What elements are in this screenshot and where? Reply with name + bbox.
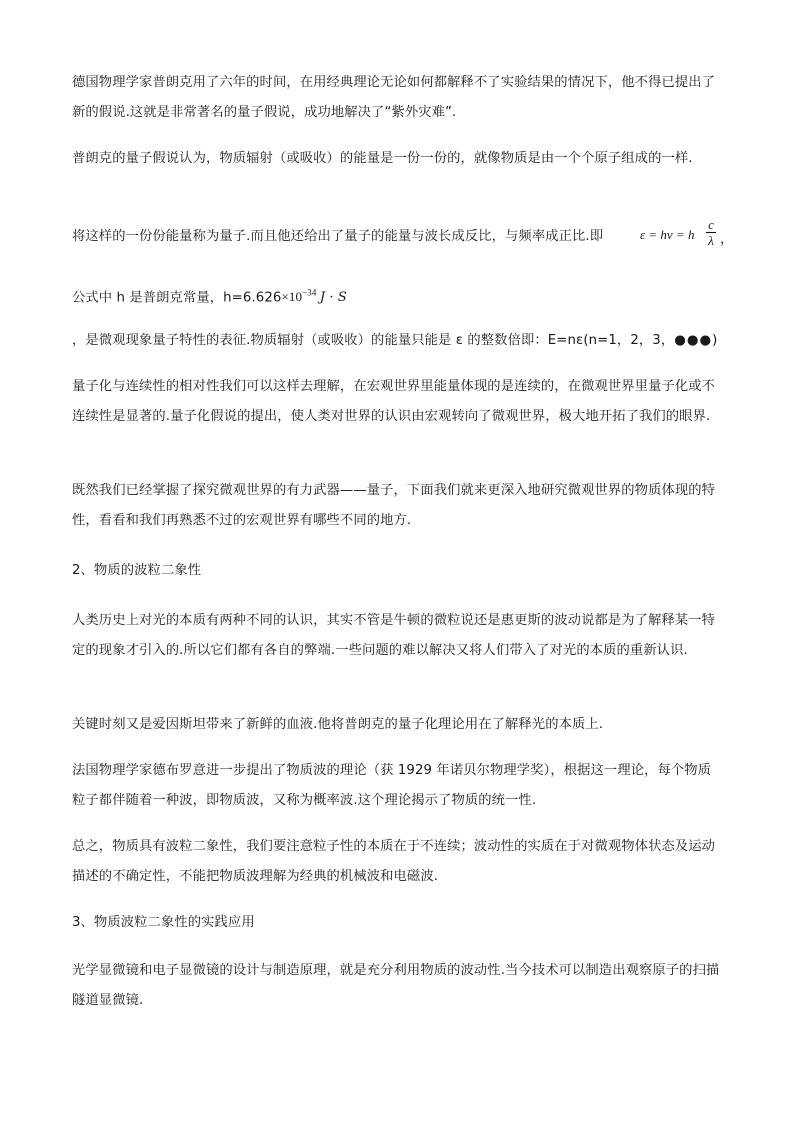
paragraph-micro-world: 既然我们已经掌握了探究微观世界的有力武器——量子，下面我们就来更深入地研究微观世界的物质体现的特性，看看和我们再熟悉不过的宏观世界有哪些不同的地方. bbox=[72, 483, 716, 528]
paragraph-quantum-definition: 将这样的一份份能量称为量子.而且他还给出了量子的能量与波长成反比，与频率成正比.即 bbox=[72, 229, 604, 244]
energy-formula bbox=[638, 214, 734, 258]
formula-denominator: λ bbox=[708, 233, 714, 248]
formula-trailing: ， bbox=[720, 232, 734, 247]
paragraph-planck-constant bbox=[72, 278, 724, 313]
planck-value bbox=[281, 289, 346, 304]
planck-prefix: 公式中 h 是普朗克常量，h=6.626 bbox=[72, 290, 282, 306]
paragraph-summary: 总之，物质具有波粒二象性，我们要注意粒子性的本质在于不连续；波动性的实质在于对微观物体状态及运动描述的不确定性，不能把物质波理解为经典的机械波和电磁波. bbox=[72, 839, 716, 884]
paragraph-einstein: 关键时刻又是爱因斯坦带来了新鲜的血液.他将普朗克的量子化理论用在了解释光的本质上. bbox=[72, 717, 604, 732]
planck-exponent: −34 bbox=[302, 288, 317, 298]
heading-practical-application: 3、物质波粒二象性的实践应用 bbox=[72, 915, 255, 930]
energy-integer-close: ) bbox=[712, 333, 718, 348]
paragraph-energy-integer bbox=[72, 326, 724, 356]
formula-lhs: ε = hν = h bbox=[640, 227, 695, 242]
formula-fraction bbox=[706, 218, 716, 248]
planck-base: 10 bbox=[288, 289, 303, 305]
paragraph-microscopes: 光学显微镜和电子显微镜的设计与制造原理，就是充分利用物质的波动性.当今技术可以制造出观察原子的扫描隧道显微镜. bbox=[72, 963, 720, 1008]
formula-numerator: c bbox=[708, 217, 714, 232]
paragraph-light-nature: 人类历史上对光的本质有两种不同的认识，其实不管是牛顿的微粒说还是惠更斯的波动说都是为了解释某一特定的现象才引入的.所以它们都有各自的弊端.一些问题的难以解决又将人们带入了对光的本质的重新认识. bbox=[72, 613, 716, 658]
planck-unit: J · S bbox=[319, 290, 347, 306]
times-sign: × bbox=[281, 289, 289, 305]
paragraph-de-broglie: 法国物理学家德布罗意进一步提出了物质波的理论（获 1929 年诺贝尔物理学奖），根据这一理论，每个物质粒子都伴随着一种波，即物质波，又称为概率波.这个理论揭示了物质的统一性. bbox=[72, 763, 712, 808]
heading-wave-particle-duality: 2、物质的波粒二象性 bbox=[72, 563, 202, 578]
paragraph-quantization-relativity: 量子化与连续性的相对性我们可以这样去理解，在宏观世界里能量体现的是连续的，在微观世界里量子化或不连续性是显著的.量子化假说的提出，使人类对世界的认识由宏观转向了微观世界，极大地开拓了我们的眼界. bbox=[72, 379, 716, 424]
paragraph-planck-history: 德国物理学家普朗克用了六年的时间，在用经典理论无论如何都解释不了实验结果的情况下，他不得已提出了新的假说.这就是非常著名的量子假说，成功地解决了“紫外灾难”. bbox=[72, 75, 716, 120]
paragraph-quantum-hypothesis: 普朗克的量子假说认为，物质辐射（或吸收）的能量是一份一份的，就像物质是由一个个原子组成的一样. bbox=[72, 151, 693, 166]
energy-integer-text: ，是微观现象量子特性的表征.物质辐射（或吸收）的能量只能是 ε 的整数倍即：E=nε(n=1，2，3， bbox=[72, 333, 675, 348]
ellipsis-dots: ●●● bbox=[674, 333, 713, 348]
